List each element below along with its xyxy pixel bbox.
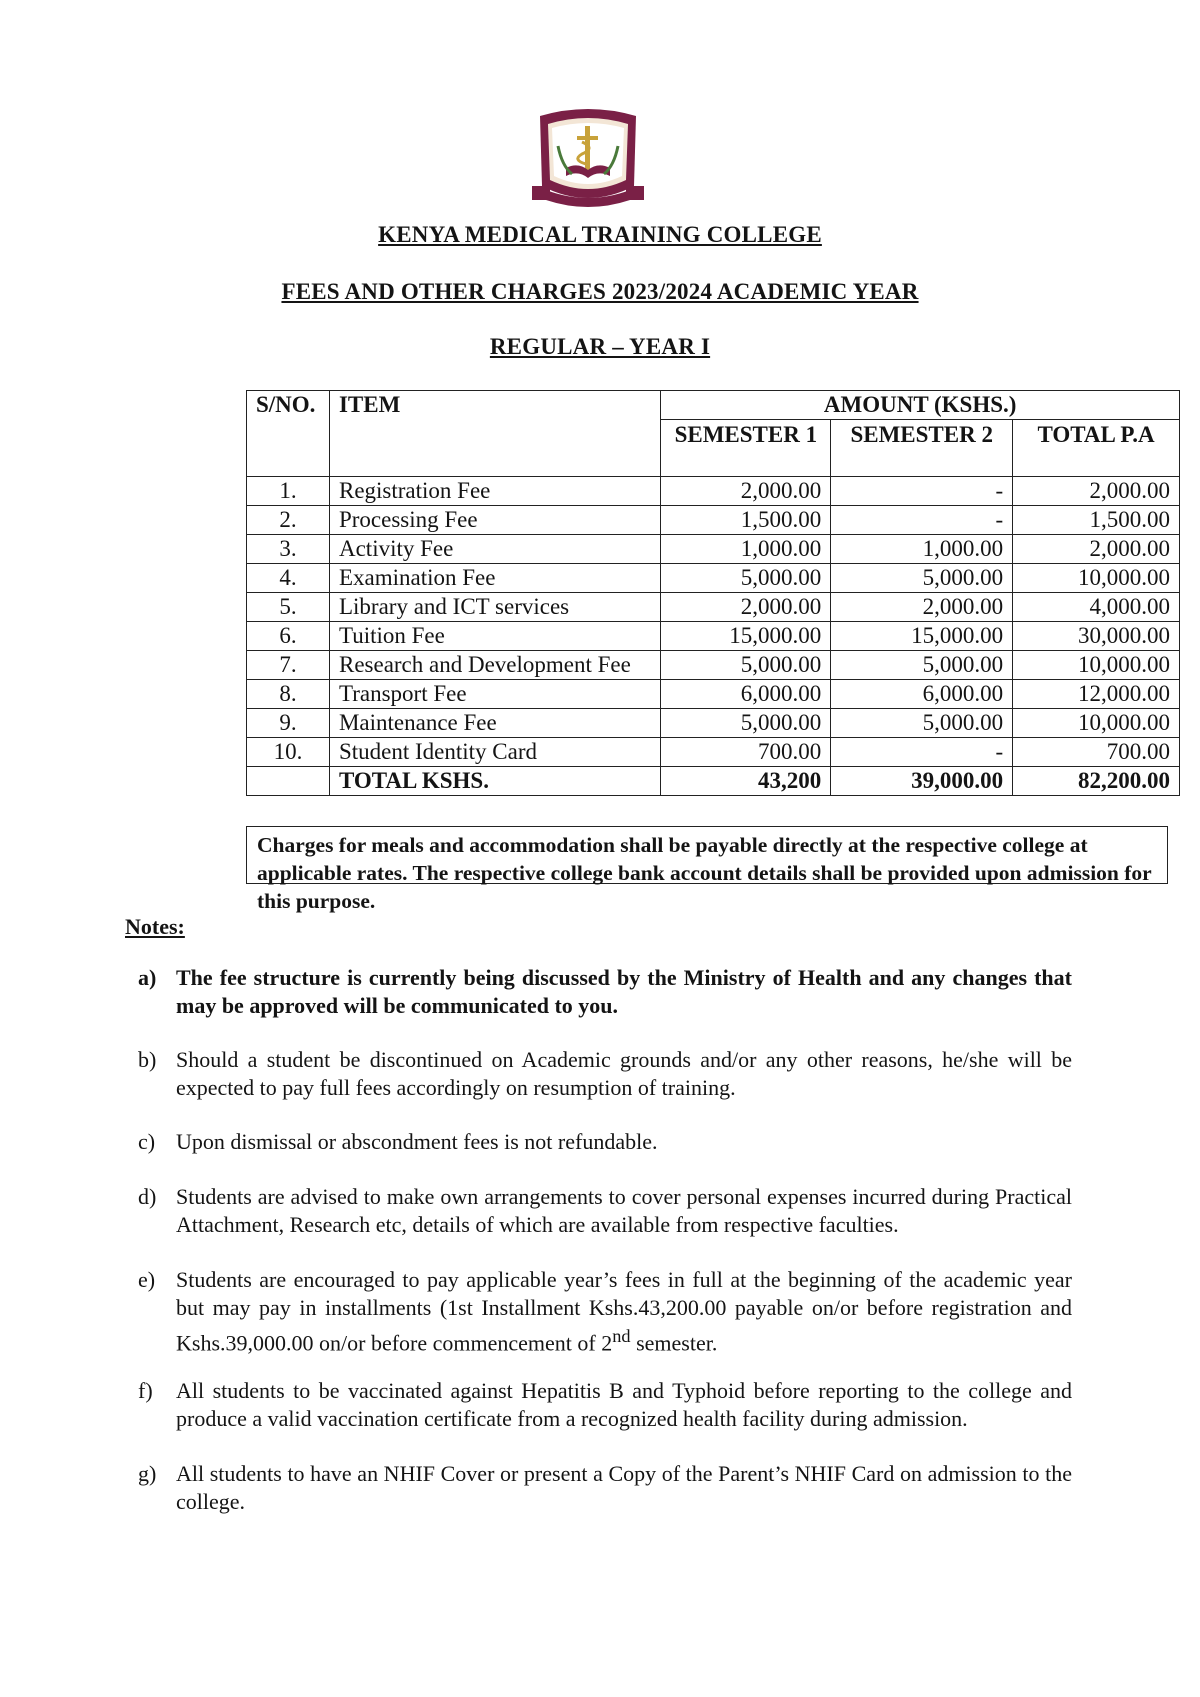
row-sem2: 2,000.00 [831,593,1013,622]
table-row [247,680,1180,709]
table-row [247,564,1180,593]
note-f [138,1377,1072,1433]
row-item: Transport Fee [329,680,660,709]
row-item: Tuition Fee [329,622,660,651]
table-row [247,622,1180,651]
row-sem1: 5,000.00 [661,709,831,738]
row-sem2: 15,000.00 [831,622,1013,651]
row-sn: 7. [247,651,330,680]
row-total: 10,000.00 [1013,564,1180,593]
table-row [247,593,1180,622]
notes-title: Notes: [125,914,185,939]
row-total: 2,000.00 [1013,535,1180,564]
row-item: Research and Development Fee [329,651,660,680]
row-total: 1,500.00 [1013,506,1180,535]
table-header-row [247,391,1180,420]
row-sem1: 5,000.00 [661,651,831,680]
row-sem2: - [831,477,1013,506]
note-e [138,1266,1072,1357]
fees-subtitle: FEES AND OTHER CHARGES 2023/2024 ACADEMIC YEAR [281,279,919,304]
row-sem2: - [831,738,1013,767]
row-total: 4,000.00 [1013,593,1180,622]
note-text: Students are encouraged to pay applicable year’s fees in full at the beginning of the academic year but may pay in installments (1st Installment Kshs.43,200.00 payable on/or before registration and Kshs.39,000.00 on/or before commencement of 2nd semester. [176,1267,1072,1356]
total-label: TOTAL KSHS. [329,767,660,796]
row-total: 10,000.00 [1013,709,1180,738]
row-item: Examination Fee [329,564,660,593]
row-sem1: 2,000.00 [661,477,831,506]
table-row [247,477,1180,506]
note-label: d) [138,1184,157,1209]
row-item: Registration Fee [329,477,660,506]
note-text: All students to be vaccinated against Hepatitis B and Typhoid before reporting to the college and produce a valid vaccination certificate from a recognized health facility during admission. [176,1378,1072,1431]
table-total-row [247,767,1180,796]
row-sem1: 700.00 [661,738,831,767]
row-sn: 9. [247,709,330,738]
row-sem2: 5,000.00 [831,651,1013,680]
row-sem2: 1,000.00 [831,535,1013,564]
total-annual: 82,200.00 [1013,767,1180,796]
row-sem1: 15,000.00 [661,622,831,651]
row-item: Library and ICT services [329,593,660,622]
note-label: e) [138,1267,156,1292]
row-sn: 1. [247,477,330,506]
row-sn: 8. [247,680,330,709]
row-sem1: 5,000.00 [661,564,831,593]
meals-accommodation-notice: Charges for meals and accommodation shall be payable directly at the respective college at applicable rates. The respective college bank account details shall be provided upon admission for this purpose. [246,826,1168,884]
total-sem1: 43,200 [661,767,831,796]
note-b [138,1046,1072,1102]
note-label: f) [138,1378,153,1403]
note-c [138,1128,1072,1156]
note-g [138,1460,1072,1516]
row-sn: 5. [247,593,330,622]
col-item-header: ITEM [329,391,660,477]
row-sn: 6. [247,622,330,651]
table-row [247,535,1180,564]
row-sem1: 2,000.00 [661,593,831,622]
table-row [247,738,1180,767]
table-row [247,506,1180,535]
row-total: 10,000.00 [1013,651,1180,680]
row-total: 700.00 [1013,738,1180,767]
fees-table [246,390,1180,796]
row-item: Processing Fee [329,506,660,535]
note-label: a) [138,965,157,990]
row-sn: 4. [247,564,330,593]
institution-title: KENYA MEDICAL TRAINING COLLEGE [378,222,822,247]
section-title: REGULAR – YEAR I [489,334,711,359]
row-item: Maintenance Fee [329,709,660,738]
col-sem1-header: SEMESTER 1 [661,420,831,477]
note-d [138,1183,1072,1239]
row-sem2: 6,000.00 [831,680,1013,709]
note-text: The fee structure is currently being discussed by the Ministry of Health and any changes that may be approved will be communicated to you. [176,965,1072,1018]
row-total: 30,000.00 [1013,622,1180,651]
row-total: 2,000.00 [1013,477,1180,506]
note-text: Should a student be discontinued on Academic grounds and/or any other reasons, he/she will be expected to pay full fees accordingly on resumption of training. [176,1047,1072,1100]
row-sem1: 1,500.00 [661,506,831,535]
col-total-header: TOTAL P.A [1013,420,1180,477]
row-total: 12,000.00 [1013,680,1180,709]
row-sem1: 6,000.00 [661,680,831,709]
note-label: c) [138,1129,156,1154]
table-row [247,651,1180,680]
col-sem2-header: SEMESTER 2 [831,420,1013,477]
row-item: Activity Fee [329,535,660,564]
note-text: Students are advised to make own arrangements to cover personal expenses incurred during Practical Attachment, Research etc, details of which are available from respective faculties. [176,1184,1072,1237]
row-sem2: - [831,506,1013,535]
row-sem2: 5,000.00 [831,709,1013,738]
row-sn: 3. [247,535,330,564]
note-a [138,964,1072,1020]
college-crest-logo [522,106,654,210]
row-sem2: 5,000.00 [831,564,1013,593]
row-sem1: 1,000.00 [661,535,831,564]
row-sn: 10. [247,738,330,767]
row-sn: 2. [247,506,330,535]
note-label: b) [138,1047,157,1072]
col-amount-header: AMOUNT (KSHS.) [661,391,1180,420]
note-text: Upon dismissal or abscondment fees is not refundable. [176,1129,658,1154]
row-item: Student Identity Card [329,738,660,767]
table-row [247,709,1180,738]
note-text: All students to have an NHIF Cover or present a Copy of the Parent’s NHIF Card on admission to the college. [176,1461,1072,1514]
note-label: g) [138,1461,157,1486]
total-sem2: 39,000.00 [831,767,1013,796]
col-sn-header: S/NO. [247,391,330,477]
